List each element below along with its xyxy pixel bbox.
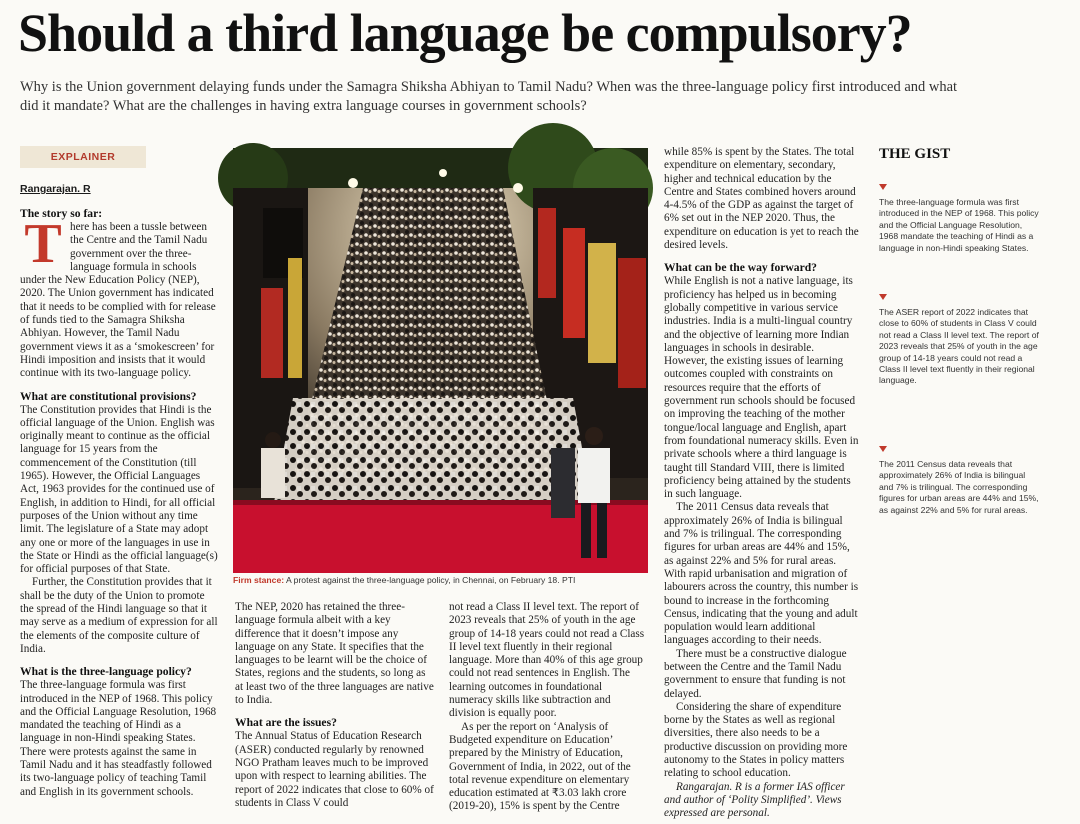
paragraph: Further, the Constitution provides that it shall be the duty of the Union to promote the spread of the Hindi language so that it may serve as a medium of expression for all the elements of the composite culture of India. bbox=[20, 576, 218, 655]
photo-caption bbox=[233, 575, 648, 586]
paragraph: The 2011 Census data reveals that approximately 26% of India is bilingual and 7% is trilingual. The corresponding figures for urban areas are 44% and 15%, as against 22% and 5% for rural areas. With rapid urbanisation and migration of labourers across the country, this number is bound to increase in the forthcoming Census, indicating that the young and adult population would learn additional languages according to their needs. bbox=[664, 501, 859, 647]
protest-photo bbox=[233, 148, 648, 573]
paragraph: here has been a tussle between the Centre and the Tamil Nadu government over the three-language formula in schools under the New Education Policy (NEP), 2020. The Union government has indicated that it needs to be complied with for release of funds tied to the Samagra Shiksha Abhiyan. However, the Tamil Nadu government views it as a ‘smokescreen’ for Hindi imposition and insists that it would continue with its two-language policy. bbox=[20, 221, 216, 380]
gist-text: The ASER report of 2022 indicates that close to 60% of students in Class V could not read a Class II level text. The report of 2023 reveals that 25% of youth in the age group of 14-18 years could not read a Class II level text fluently in their regional language. bbox=[879, 307, 1039, 386]
triangle-bullet-icon bbox=[879, 446, 887, 452]
paragraph: The three-language formula was first introduced in the NEP of 1968. This policy and the Official Language Resolution, 1968 mandated the teaching of Hindi as a language in non-Hindi speaking States. There were protests against the same in Tamil Nadu and it has steadfastly followed its two-language policy of teaching Tamil and English in its government schools. bbox=[20, 679, 217, 798]
paragraph: There must be a constructive dialogue between the Centre and the Tamil Nadu government to ensure that funding is not delayed. bbox=[664, 647, 847, 700]
gist-title: THE GIST bbox=[879, 146, 951, 162]
paragraph: while 85% is spent by the States. The total expenditure on elementary, secondary, higher and technical education by the Centre and States combined hovers around 4-4.5% of the GDP as against the target of 6% set out in the NEP 2020. Thus, the expenditure on education is yet to reach the desired levels. bbox=[664, 146, 859, 252]
protest-crowd-illustration bbox=[233, 148, 648, 573]
heading-story-so-far: The story so far: bbox=[20, 207, 103, 220]
caption-text: A protest against the three-language policy, in Chennai, on February 18. PTI bbox=[284, 575, 576, 585]
paragraph: The Constitution provides that Hindi is the official language of the Union. English was originally meant to continue as the official language for 15 years from the commencement of the Constitution (till 1965). However, the Official Languages Act, 1963 provides for the continued use of English, in addition to Hindi, for all official purposes of the Union without any time limit. The legislature of a State may adopt any one or more of the languages in use in the State or Hindi as the official language(s) for official purposes of that State. bbox=[20, 403, 218, 576]
gist-text: The three-language formula was first introduced in the NEP of 1968. This policy and the Official Language Resolution, 1968 mandate the teaching of Hindi as a language in non-Hindi speaking States. bbox=[879, 197, 1039, 253]
gist-item bbox=[879, 184, 1039, 254]
explainer-tag: EXPLAINER bbox=[20, 146, 146, 168]
triangle-bullet-icon bbox=[879, 294, 887, 300]
paragraph: As per the report on ‘Analysis of Budgeted expenditure on Education’ prepared by the Ministry of Education, Government of India, in 2022, out of the total revenue expenditure on elementary education estimated at ₹3.03 lakh crore (2019-20), 15% is spent by the Centre bbox=[449, 720, 631, 813]
paragraph: The NEP, 2020 has retained the three-language formula albeit with a key difference that it doesn’t impose any language on any State. It specifies that the languages to be learnt will be the choice of States, regions and the students, so long as at least two of the three languages are native to India. bbox=[235, 601, 434, 707]
caption-label: Firm stance: bbox=[233, 575, 285, 585]
heading-issues: What are the issues? bbox=[235, 716, 337, 730]
heading-way-forward: What can be the way forward? bbox=[664, 261, 817, 275]
drop-cap: T bbox=[24, 213, 62, 275]
gist-item bbox=[879, 446, 1039, 516]
paragraph: Considering the share of expenditure borne by the States as well as regional diversities, there also needs to be a productive discussion on providing more autonomy to the States in policy matters relating to school education. bbox=[664, 700, 848, 780]
column-3 bbox=[449, 601, 649, 813]
paragraph: The Annual Status of Education Research (ASER) conducted regularly by renowned NGO Pratham leaves much to be improved upon with respect to learning abilities. The report of 2022 indicates that close to 60% of students in Class V could bbox=[235, 730, 434, 809]
headline: Should a third language be compulsory? bbox=[18, 3, 912, 63]
paragraph: not read a Class II level text. The report of 2023 reveals that 25% of youth in the age group of 14-18 years could not read a Class II level text fluently in their regional language. More than 40% of this age group could not read sentences in English. The learning outcomes in foundational numeracy skills like subtraction and division is equally poor. bbox=[449, 601, 645, 720]
gist-text: The 2011 Census data reveals that approximately 26% of India is bilingual and 7% is trilingual. The corresponding figures for urban areas are 44% and 15%, as against 22% and 5% for rural areas. bbox=[879, 459, 1039, 515]
column-2 bbox=[235, 601, 435, 809]
heading-three-language-policy: What is the three-language policy? bbox=[20, 665, 192, 679]
standfirst: Why is the Union government delaying funds under the Samagra Shiksha Abhiyan to Tamil Nadu? When was the three-language policy first introduced and what did it mandate? What are the challenges in having extra language courses in government schools? bbox=[20, 79, 958, 114]
author-note: Rangarajan. R is a former IAS officer and author of ‘Polity Simplified’. Views expressed are personal. bbox=[664, 780, 845, 820]
heading-constitutional: What are constitutional provisions? bbox=[20, 389, 197, 403]
paragraph: While English is not a native language, its proficiency has helped us in becoming globally competitive in various service industries. India is a multi-lingual country and the objective of learning more Indian languages in schools in desirable. However, the existing issues of learning outcomes coupled with constraints on resources require that the efforts of government run schools should be focused on improving the teaching of the mother tongue/local language and English, apart from foundational numeracy skills. Even in private schools where a third language is taught till Standard VIII, there is limited proficiency being attained by the students in such language. bbox=[664, 275, 859, 501]
column-1 bbox=[20, 207, 220, 807]
gist-item bbox=[879, 294, 1039, 387]
triangle-bullet-icon bbox=[879, 184, 887, 190]
column-4 bbox=[664, 146, 860, 820]
byline[interactable]: Rangarajan. R bbox=[20, 183, 91, 195]
